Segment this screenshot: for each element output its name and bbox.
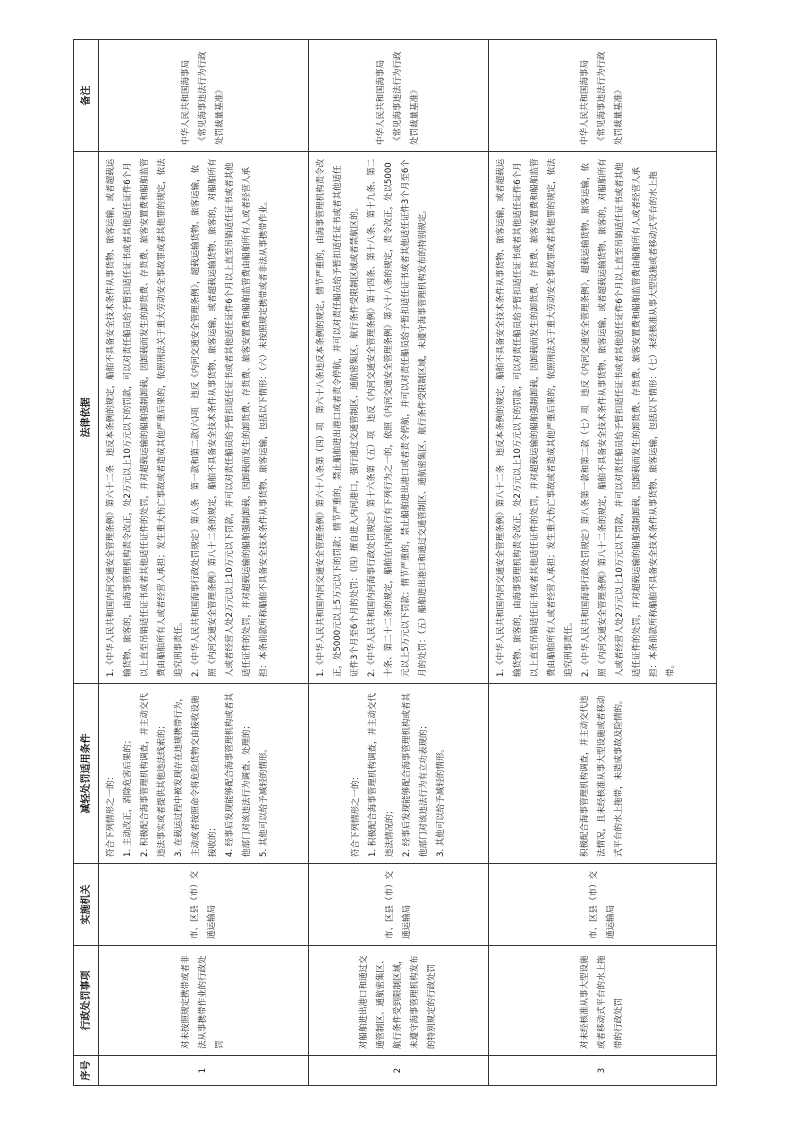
condition-line: 2. 经事后发现能够配合海事管理机构或者其他部门对该违法行为有立功表现的； [401,693,429,857]
row-agency: 市、区县（市）交通运输局 [489,864,717,946]
basis-paragraph: 2.《中华人民共和国海事行政处罚规定》第八条第一款和第二款（七）项 违反《内河交通安全管理条例》，超载运输货物、旅客运输，依照《内河交通安全管理条例》第八十二条的规定，船舶不具备安全技术条件从事货物、旅客运输，或者超载运输货物、旅客的，对船舶所有人或者经营人处2万元以上10万元以下罚款，并可以对责任船员给予暂扣适任证书或者其他适任证件6个月以上直至吊销适任证书或者其他适任证件的处罚，并对超载运输的船舶强制卸载，因卸载而发生的卸货费、存货费、旅客安置费和船舶监管费由船舶所有人或者经营人承担：本条前款所称船舶不具备安全技术条件从事货物、旅客运输，包括以下情形：（七）未经核准从事大型设施或者移动式平台的水上拖带。 [581,158,676,677]
condition-line: 2. 积极配合海事管理机构调查，并主动交代违法事实或者提供其他违法线索的； [140,693,167,857]
condition-line: 符合下列情形之一的： [350,771,361,857]
row-remarks: 中华人民共和国海事局《常见海事违法行为行政处罚裁量基准》 [489,40,717,152]
table-row [309,40,489,1086]
header-basis: 法律依据 [74,152,99,684]
row-basis [309,152,489,684]
header-agency: 实施机关 [74,864,99,946]
condition-line: 1. 主动改正，消除危害后果的； [123,735,133,857]
header-item: 行政处罚事项 [74,946,99,1056]
header-conditions: 减轻处罚适用条件 [74,684,99,864]
table-row [99,40,309,1086]
row-agency: 市、区县（市）交通运输局 [99,864,309,946]
basis-paragraph: 1.《中华人民共和国内河交通安全管理条例》第六十二条 违反本条例的规定，船舶不具备安全技术条件从事货物、旅客运输，或者超载运输货物、旅客的，由海事管理机构责令改正，处2万元以上10万元以下的罚款，可以对责任船员给予暂扣适任证书或者其他适任证件6个月以上直至吊销适任证书或者其他适任证件的处罚，并对超载运输的船舶强制卸载，因卸载而发生的卸货费、存货费、旅客安置费和船舶监管费由船舶所有人或者经营人承担；发生重大伤亡事故或者造成其他严重后果的，依照刑法关于重大劳动安全事故罪或者其他罪的规定，依法追究刑事责任。 [106,158,184,677]
condition-line: 3. 在载运过程中被发现存在违规携带行为，主动或者按照命令将危险货物交由接收设施接收的； [174,693,218,857]
condition-line: 1. 积极配合海事管理机构调查，并主动交代违法情况的； [367,693,395,857]
row-item: 对船舶进出港口和通过交通管制区、通航密集区、航行条件受到限制区域，未遵守海事管理机构发布的特别规定的行政处罚 [309,946,489,1056]
row-seq: 1 [99,1056,309,1086]
condition-line: 4. 经事后发现能够配合海事管理机构或者其他部门对该违法行为调查、处理的； [225,693,252,857]
row-remarks: 中华人民共和国海事局《常见海事违法行为行政处罚裁量基准》 [309,40,489,152]
basis-paragraph: 2.《中华人民共和国内河海事行政处罚规定》第十六条第（五）项 违反《内河交通安全管理条例》第十四条、第十八条、第十九条、第二十条、第二十二条的规定，船舶在内河航行有下列行为之一的，依照《内河交通安全管理条例》第六十八条的规定，责令改正，处以5000元以上5万元以下罚款；情节严重的，禁止船舶进出港口或者责令停航，并可以对责任船员给予暂扣适任证书或者其他适任证件3个月至6个月的处罚：（五）船舶进出港口和通过交通管制区、通航密集区、航行条件受限制区域，未遵守海事管理机构发布的特别规定。 [367,158,428,677]
row-basis [489,152,717,684]
row-conditions [489,684,717,864]
row-basis [99,152,309,684]
row-item: 对未按照规定携带或者非法从事携带作业的行政处罚 [99,946,309,1056]
basis-paragraph: 2.《中华人民共和国海事行政处罚规定》第八条 第一款和第二款(六)项 违反《内河交通安全管理条例》，超载运输货物、旅客运输，依照《内河交通安全管理条例》第八十二条的规定，船舶不具备安全技术条件从事货物、旅客运输，或者超载运输货物、旅客的，对船舶所有人或者经营人处2万元以上10万元以下罚款，并可以对责任船员给予暂扣适任证书或者其他适任证件6个月以上直至吊销适任证书或者其他适任证件的处罚，并对超载运输的船舶强制卸载，因卸载而发生的卸货费、存货费、旅客安置费和船舶监管费由船舶所有人或者经营人承担：本条前款所称船舶不具备安全技术条件从事货物、旅客运输，包括以下情形：（六）未按照规定携带或者非法从事携带作业。 [191,158,269,677]
table-row [489,40,717,1086]
header-row [74,40,99,1086]
row-conditions [99,684,309,864]
basis-paragraph: 1.《中华人民共和国内河交通安全管理条例》第八十二条 违反本条例的规定，船舶不具备安全技术条件从事货物、旅客运输，或者超载运输货物、旅客的，由海事管理机构责令改正，处2万元以上10万元以下的罚款，可以对责任船员给予暂扣适任证书或者其他适任证件6个月以上直至吊销适任证书或者其他适任证件的处罚，并对超载运输的船舶强制卸载，因卸载而发生的卸货费、存货费、旅客安置费和船舶监管费由船舶所有人或者经营人承担；发生重大伤亡事故或者造成其他严重后果的，依照刑法关于重大劳动安全事故罪或者其他罪的规定，依法追究刑事责任。 [496,158,574,677]
header-remarks: 备注 [74,40,99,152]
row-conditions [309,684,489,864]
condition-line: 3. 其他可以给予减轻的情形。 [435,744,446,857]
header-seq: 序号 [74,1056,99,1086]
row-agency: 市、区县（市）交通运输局 [309,864,489,946]
row-item: 对未经核准从事大型设施或者移动式平台的水上拖带的行政处罚 [489,946,717,1056]
condition-line: 符合下列情形之一的： [106,771,116,857]
penalty-table [73,39,717,1086]
row-remarks: 中华人民共和国海事局《常见海事违法行为行政处罚裁量基准》 [99,40,309,152]
row-seq: 2 [309,1056,489,1086]
condition-line: 积极配合海事管理机构调查，并主动交代违法情况，且未经核准从事大型设施或者移动式平台的水上拖带，未造成事故及险情的。 [580,695,624,857]
condition-line: 5. 其他可以给予减轻的情形。 [259,744,269,857]
basis-paragraph: 1.《中华人民共和国内河交通安全管理条例》第六十八条第（四）项 第六十八条违反本条例的规定，情节严重的，由海事管理机构责令改正，处5000元以上5万元以下的罚款；情节严重的，禁止船舶进出港口或者责令停航，并可以对责任船员给予暂扣适任证书或者其他适任证件3个月至6个月的处罚：（四）擅自进入内河港口，强行通过交通管制区、通航密集区、航行条件受限制区域或者禁航区的。 [316,158,360,677]
row-seq: 3 [489,1056,717,1086]
